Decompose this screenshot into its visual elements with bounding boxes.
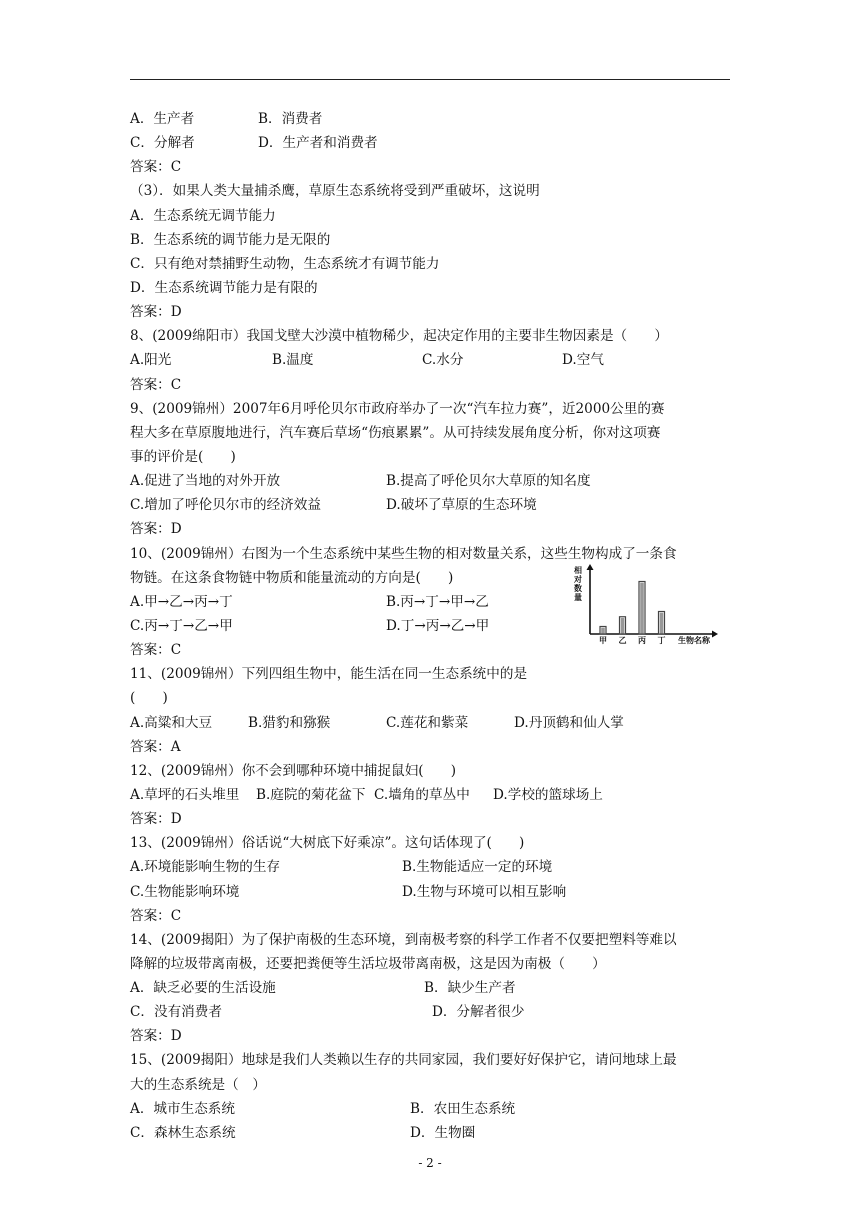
option-item: C.丙→丁→乙→甲 bbox=[130, 617, 233, 634]
text-line: 13、(2009锦州）俗话说“大树底下好乘凉”。这句话体现了( ) bbox=[130, 835, 525, 852]
text-line: 答案：C bbox=[130, 159, 182, 176]
options-line bbox=[130, 493, 732, 517]
text-line: 物链。在这条食物链中物质和能量流动的方向是( ) bbox=[130, 569, 454, 586]
bar-fill-丁 bbox=[660, 613, 664, 634]
options-line bbox=[130, 1000, 732, 1024]
option-item: C.莲花和紫菜 bbox=[386, 714, 469, 731]
options-line bbox=[130, 880, 732, 904]
options-line bbox=[130, 348, 732, 372]
options-line bbox=[130, 1097, 732, 1121]
bar-fill-丙 bbox=[640, 583, 644, 634]
text-line: 事的评价是( ) bbox=[130, 448, 236, 465]
text-line: 大的生态系统是（ ） bbox=[130, 1076, 266, 1093]
option-item: B.提高了呼伦贝尔大草原的知名度 bbox=[386, 473, 591, 490]
option-item: D.破坏了草原的生态环境 bbox=[386, 497, 537, 514]
option-item: A.环境能影响生物的生存 bbox=[130, 859, 281, 876]
options-line bbox=[130, 1121, 732, 1145]
option-item: B.生物能适应一定的环境 bbox=[402, 859, 553, 876]
x-axis-arrow bbox=[712, 631, 718, 638]
option-item: B．缺少生产者 bbox=[424, 980, 516, 997]
options-line bbox=[130, 976, 732, 1000]
text-line: 降解的垃圾带离南极，还要把粪便等生活垃圾带离南极，这是因为南极（ ） bbox=[130, 955, 606, 972]
option-item: D.空气 bbox=[562, 352, 604, 369]
option-item: A.甲→乙→丙→丁 bbox=[130, 593, 233, 610]
tick-label-丙: 丙 bbox=[638, 636, 646, 645]
option-item: C.生物能影响环境 bbox=[130, 883, 240, 900]
text-line: 答案：D bbox=[130, 811, 182, 828]
option-item: B.温度 bbox=[272, 352, 314, 369]
text-line: （3）．如果人类大量捕杀鹰，草原生态系统将受到严重破坏，这说明 bbox=[130, 183, 540, 200]
text-line: 答案：D bbox=[130, 304, 182, 321]
option-item: C.墙角的草丛中 bbox=[374, 786, 470, 803]
option-item: D.学校的篮球场上 bbox=[493, 786, 603, 803]
options-line bbox=[130, 783, 732, 807]
option-item: A.促进了当地的对外开放 bbox=[130, 473, 281, 490]
option-item: C.增加了呼伦贝尔市的经济效益 bbox=[130, 497, 321, 514]
text-line: 程大多在草原腹地进行，汽车赛后草场“伤痕累累”。从可持续发展角度分析，你对这项赛 bbox=[130, 424, 661, 441]
text-line: A．生态系统无调节能力 bbox=[130, 207, 276, 224]
option-item: D.生物与环境可以相互影响 bbox=[402, 883, 567, 900]
bar-fill-甲 bbox=[601, 628, 605, 634]
option-item: D．生产者和消费者 bbox=[258, 135, 378, 152]
text-line: B．生态系统的调节能力是无限的 bbox=[130, 231, 331, 248]
option-item: B.猎豹和猕猴 bbox=[248, 714, 331, 731]
options-line bbox=[130, 131, 732, 155]
x-axis-label: 生物名称 bbox=[678, 636, 710, 645]
text-line: C．只有绝对禁捕野生动物，生态系统才有调节能力 bbox=[130, 255, 440, 272]
text-line: 15、(2009揭阳）地球是我们人类赖以生存的共同家园，我们要好好保护它，请问地球上最 bbox=[130, 1052, 677, 1069]
option-item: D.丹顶鹤和仙人掌 bbox=[514, 714, 624, 731]
food-chain-bar-chart bbox=[566, 558, 726, 650]
header-rule bbox=[130, 79, 730, 80]
option-item: A.阳光 bbox=[130, 352, 172, 369]
option-item: C．森林生态系统 bbox=[130, 1124, 236, 1141]
options-line bbox=[130, 469, 732, 493]
option-item: A．城市生态系统 bbox=[130, 1100, 235, 1117]
tick-label-丁: 丁 bbox=[657, 636, 666, 645]
text-line: 答案：C bbox=[130, 376, 182, 393]
text-line: 答案：A bbox=[130, 738, 181, 755]
page-number: - 2 - bbox=[418, 1156, 442, 1170]
text-line: 12、(2009锦州）你不会到哪种环境中捕捉鼠妇( ) bbox=[130, 762, 457, 779]
text-line: ( ) bbox=[130, 690, 168, 707]
option-item: B．消费者 bbox=[258, 111, 323, 127]
options-line bbox=[130, 107, 732, 131]
text-line: 答案：C bbox=[130, 907, 182, 924]
text-line: 10、(2009锦州）右图为一个生态系统中某些生物的相对数量关系，这些生物构成了一条食 bbox=[130, 545, 677, 562]
option-item: D．分解者很少 bbox=[432, 1004, 525, 1021]
y-axis-label: 相对数量 bbox=[574, 566, 582, 602]
text-line: 11、(2009锦州）下列四组生物中，能生活在同一生态系统中的是 bbox=[130, 666, 528, 683]
text-line: 8、(2009绵阳市）我国戈壁大沙漠中植物稀少，起决定作用的主要非生物因素是（ ） bbox=[130, 328, 668, 345]
option-item: C．分解者 bbox=[130, 135, 195, 152]
text-line: 14、(2009揭阳）为了保护南极的生态环境，到南极考察的科学工作者不仅要把塑料等难以 bbox=[130, 931, 677, 948]
option-item: C．没有消费者 bbox=[130, 1004, 222, 1021]
text-line: 9、(2009锦州）2007年6月呼伦贝尔市政府举办了一次“汽车拉力赛”，近2000公里的赛 bbox=[130, 400, 665, 417]
option-item: A．生产者 bbox=[130, 111, 195, 127]
option-item: B.丙→丁→甲→乙 bbox=[386, 593, 489, 610]
option-item: A．缺乏必要的生活设施 bbox=[130, 980, 276, 997]
options-line bbox=[130, 855, 732, 879]
option-item: D.丁→丙→乙→甲 bbox=[386, 617, 490, 634]
tick-label-甲: 甲 bbox=[599, 636, 607, 645]
text-line: 答案：D bbox=[130, 521, 182, 538]
text-line: 答案：D bbox=[130, 1028, 182, 1045]
option-item: B．农田生态系统 bbox=[410, 1100, 516, 1117]
tick-label-乙: 乙 bbox=[618, 636, 627, 645]
text-line: D．生态系统调节能力是有限的 bbox=[130, 279, 318, 296]
option-item: C.水分 bbox=[422, 352, 464, 369]
y-axis-arrow bbox=[587, 564, 594, 570]
option-item: B.庭院的菊花盆下 bbox=[256, 786, 366, 803]
option-item: A.高粱和大豆 bbox=[130, 714, 213, 731]
bar-fill-乙 bbox=[621, 618, 625, 634]
options-line bbox=[130, 711, 732, 735]
option-item: D．生物圈 bbox=[410, 1124, 476, 1141]
text-line: 答案：C bbox=[130, 642, 182, 659]
option-item: A.草坪的石头堆里 bbox=[130, 786, 240, 803]
